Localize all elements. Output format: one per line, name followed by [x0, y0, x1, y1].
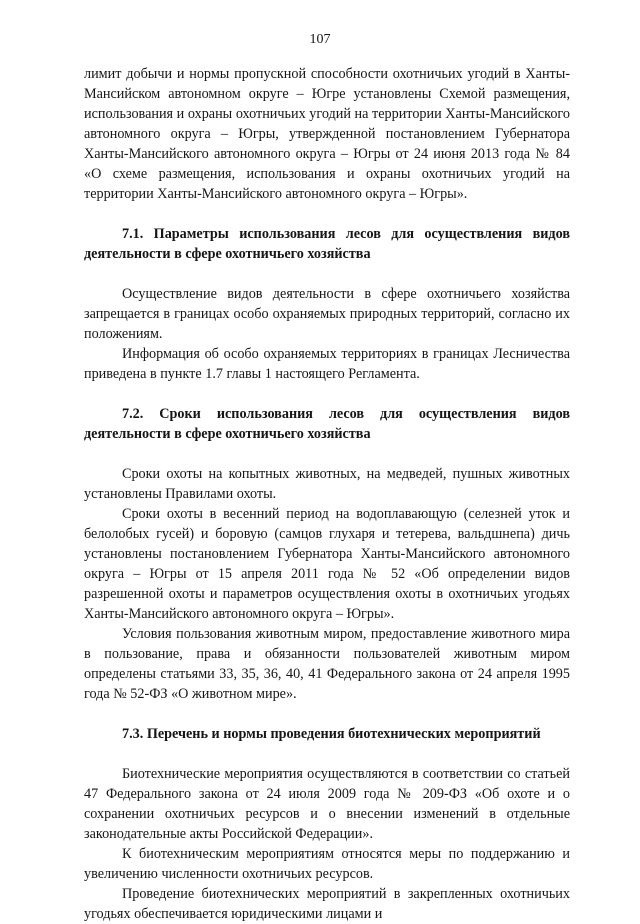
- section-7-2-paragraph-3: Условия пользования животным миром, предоставление животного мира в пользование, права и обязанности пользователей животным миром определены статьями 33, 35, 36, 40, 41 Федерального закона от 24 апреля 1995 года № 52-ФЗ «О животном мире».: [84, 626, 570, 702]
- intro-paragraph: лимит добычи и нормы пропускной способности охотничьих угодий в Ханты-Мансийском автономном округе – Югре установлены Схемой размещения, использования и охраны охотничьих угодий на территории Ханты-Мансийского автономного округа – Югры, утвержденной постановлением Губернатора Ханты-Мансийского автономного округа – Югры от 24 июня 2013 года № 84 «О схеме размещения, использования и охраны охотничьих угодий на территории Ханты-Мансийского автономного округа – Югры».: [84, 66, 570, 202]
- section-7-3-paragraph-2: К биотехническим мероприятиям относятся меры по поддержанию и увеличению численности охотничьих ресурсов.: [84, 846, 570, 882]
- section-7-1-paragraph-1: Осуществление видов деятельности в сфере охотничьего хозяйства запрещается в границах особо охраняемых природных территорий, согласно их положениям.: [84, 286, 570, 342]
- section-7-1-paragraph-2: Информация об особо охраняемых территориях в границах Лесничества приведена в пункте 1.7 главы 1 настоящего Регламента.: [84, 346, 570, 382]
- section-7-1-heading: 7.1. Параметры использования лесов для осуществления видов деятельности в сфере охотничьего хозяйства: [84, 226, 570, 262]
- section-7-3-heading: 7.3. Перечень и нормы проведения биотехнических мероприятий: [122, 726, 541, 742]
- section-7-2-heading: 7.2. Сроки использования лесов для осуществления видов деятельности в сфере охотничьего хозяйства: [84, 406, 570, 442]
- section-7-2-paragraph-2: Сроки охоты в весенний период на водоплавающую (селезней уток и белолобых гусей) и боровую (самцов глухаря и тетерева, вальдшнепа) дичь установлены постановлением Губернатора Ханты-Мансийского автономного округа – Югры от 15 апреля 2011 года № 52 «Об определении видов разрешенной охоты и параметров осуществления охоты в охотничьих угодьях Ханты-Мансийского автономного округа – Югры».: [84, 506, 570, 622]
- section-7-3-paragraph-3: Проведение биотехнических мероприятий в закрепленных охотничьих угодьях обеспечивается юридическими лицами и: [84, 886, 570, 922]
- page-content: [84, 64, 570, 924]
- section-7-3-paragraph-1: Биотехнические мероприятия осуществляются в соответствии со статьей 47 Федерального закона от 24 июля 2009 года № 209-ФЗ «Об охоте и о сохранении охотничьих ресурсов и о внесении изменений в отдельные законодательные акты Российской Федерации».: [84, 766, 570, 842]
- section-7-2-paragraph-1: Сроки охоты на копытных животных, на медведей, пушных животных установлены Правилами охоты.: [84, 466, 570, 502]
- page-number: 107: [309, 32, 331, 47]
